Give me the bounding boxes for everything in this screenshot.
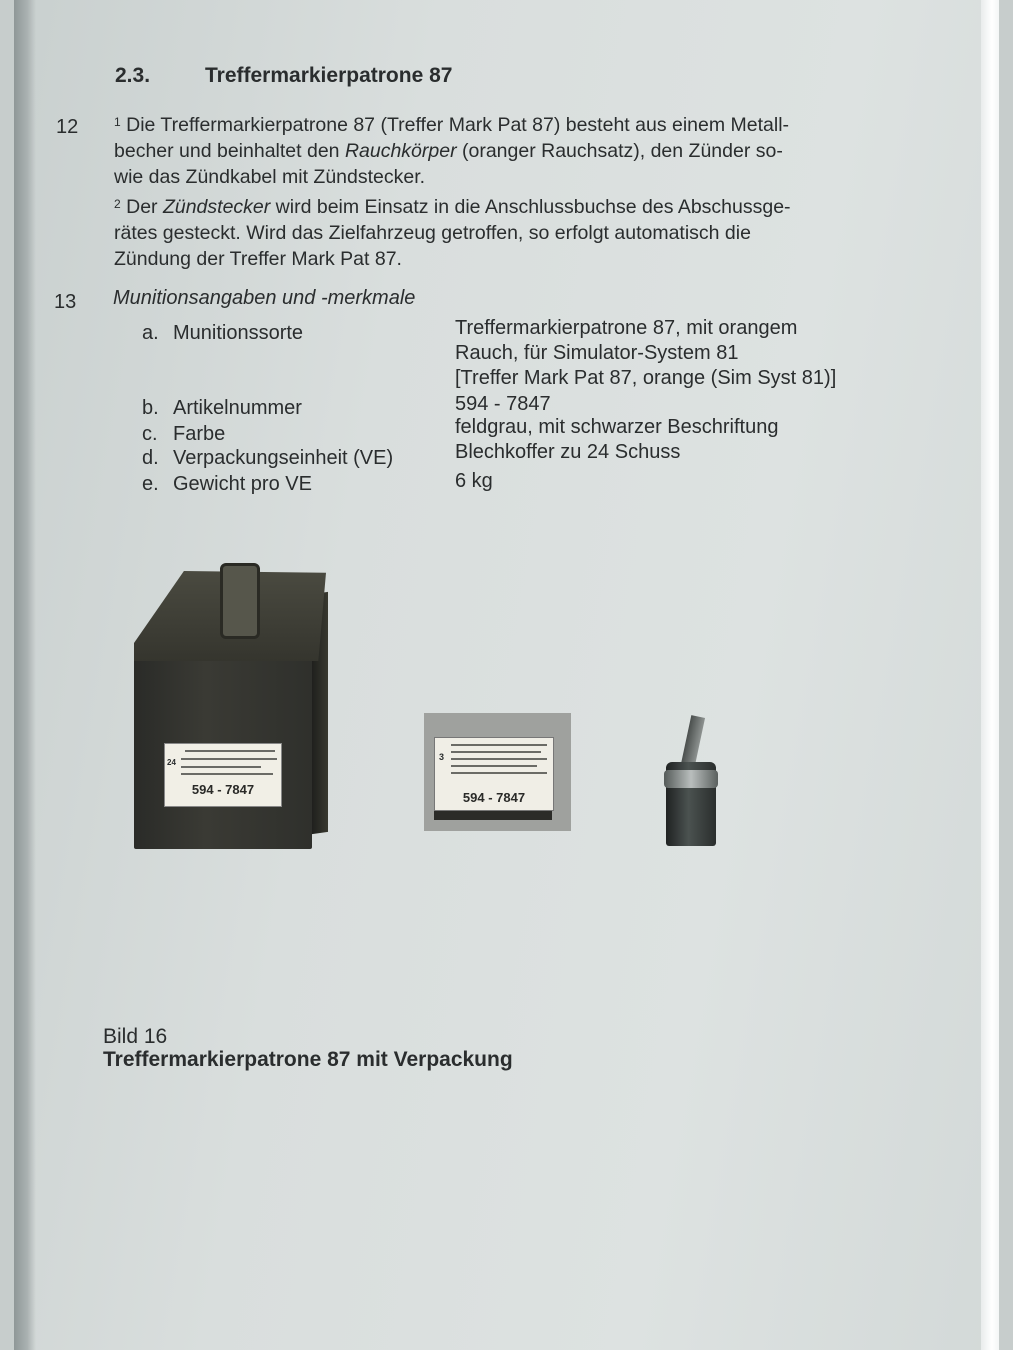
item-d-label: Verpackungseinheit (VE) [173, 447, 394, 469]
item-c-value: feldgrau, mit schwarzer Beschriftung [455, 416, 779, 438]
package-label-text-line [451, 744, 547, 746]
p12b-line1a: Der [126, 196, 163, 218]
subsection-title: Munitionsangaben und -merkmale [113, 287, 416, 309]
package-label-text-line [451, 772, 547, 774]
p12-line2b: (oranger Rauchsatz), den Zünder so- [456, 140, 783, 162]
paragraph-number-12: 12 [56, 116, 79, 138]
ignition-plug [681, 715, 705, 767]
package-label-photo [424, 713, 571, 831]
item-e-value: 6 kg [455, 470, 493, 492]
item-a-label: Munitionssorte [173, 322, 304, 344]
p12b-line3: Zündung der Treffer Mark Pat 87. [114, 248, 402, 270]
package-label-bar [434, 811, 552, 820]
box-label-text-line [185, 750, 275, 752]
item-a-letter: a. [142, 322, 159, 344]
item-c-letter: c. [142, 423, 158, 445]
paragraph-number-13: 13 [54, 291, 77, 313]
footnote-marker-1: 1 [114, 115, 121, 129]
item-a-value-2: Rauch, für Simulator-System 81 [455, 342, 739, 364]
box-label [164, 743, 282, 807]
item-c-label: Farbe [173, 423, 226, 445]
package-label-count: 3 [439, 752, 445, 762]
section-number: 2.3. [115, 64, 151, 87]
item-d-letter: d. [142, 447, 159, 469]
item-b-label: Artikelnummer [173, 397, 302, 419]
item-b-letter: b. [142, 397, 159, 419]
paragraph-12-part-2 [114, 191, 908, 272]
page-shadow-left [14, 0, 36, 1350]
p12-term-rauchkoerper: Rauchkörper [344, 140, 457, 162]
box-label-text-line [181, 758, 277, 760]
item-e-label: Gewicht pro VE [173, 473, 312, 495]
p12-line1: Die Treffermarkierpatrone 87 (Treffer Mark Pat 87) besteht aus einem Metall- [126, 114, 790, 136]
package-label-text-line [451, 751, 541, 753]
package-label [434, 737, 554, 811]
item-a-value-3: [Treffer Mark Pat 87, orange (Sim Syst 81)] [455, 367, 837, 389]
p12-line3: wie das Zündkabel mit Zündstecker. [114, 166, 426, 188]
p12b-line2: rätes gesteckt. Wird das Zielfahrzeug getroffen, so erfolgt automatisch die [114, 222, 751, 244]
cartridge-photo [662, 716, 722, 850]
item-d-value: Blechkoffer zu 24 Schuss [455, 441, 681, 463]
package-label-text-line [451, 758, 547, 760]
section-title: Treffermarkierpatrone 87 [205, 64, 453, 87]
page-edge-right [981, 0, 999, 1350]
box-label-count: 24 [167, 758, 176, 767]
p12b-term-zuendstecker: Zündstecker [162, 196, 271, 218]
footnote-marker-2: 2 [114, 197, 121, 211]
item-a-value-1: Treffermarkierpatrone 87, mit orangem [455, 317, 798, 339]
paragraph-12-part-1 [114, 109, 908, 190]
package-label-text-line [451, 765, 537, 767]
item-b-value: 594 - 7847 [455, 393, 551, 415]
box-label-text-line [181, 766, 261, 768]
cartridge-band [664, 770, 718, 788]
box-handle [220, 563, 260, 639]
p12b-line1b: wird beim Einsatz in die Anschlussbuchse des Abschussge- [270, 196, 791, 218]
item-e-letter: e. [142, 473, 159, 495]
p12-line2a: becher und beinhaltet den [114, 140, 345, 162]
box-label-article-number: 594 - 7847 [191, 782, 255, 797]
ammunition-box-photo [128, 563, 330, 853]
figure-caption: Treffermarkierpatrone 87 mit Verpackung [103, 1048, 513, 1071]
package-label-article-number: 594 - 7847 [462, 790, 526, 805]
box-label-text-line [181, 773, 273, 775]
figure-number: Bild 16 [103, 1025, 168, 1048]
